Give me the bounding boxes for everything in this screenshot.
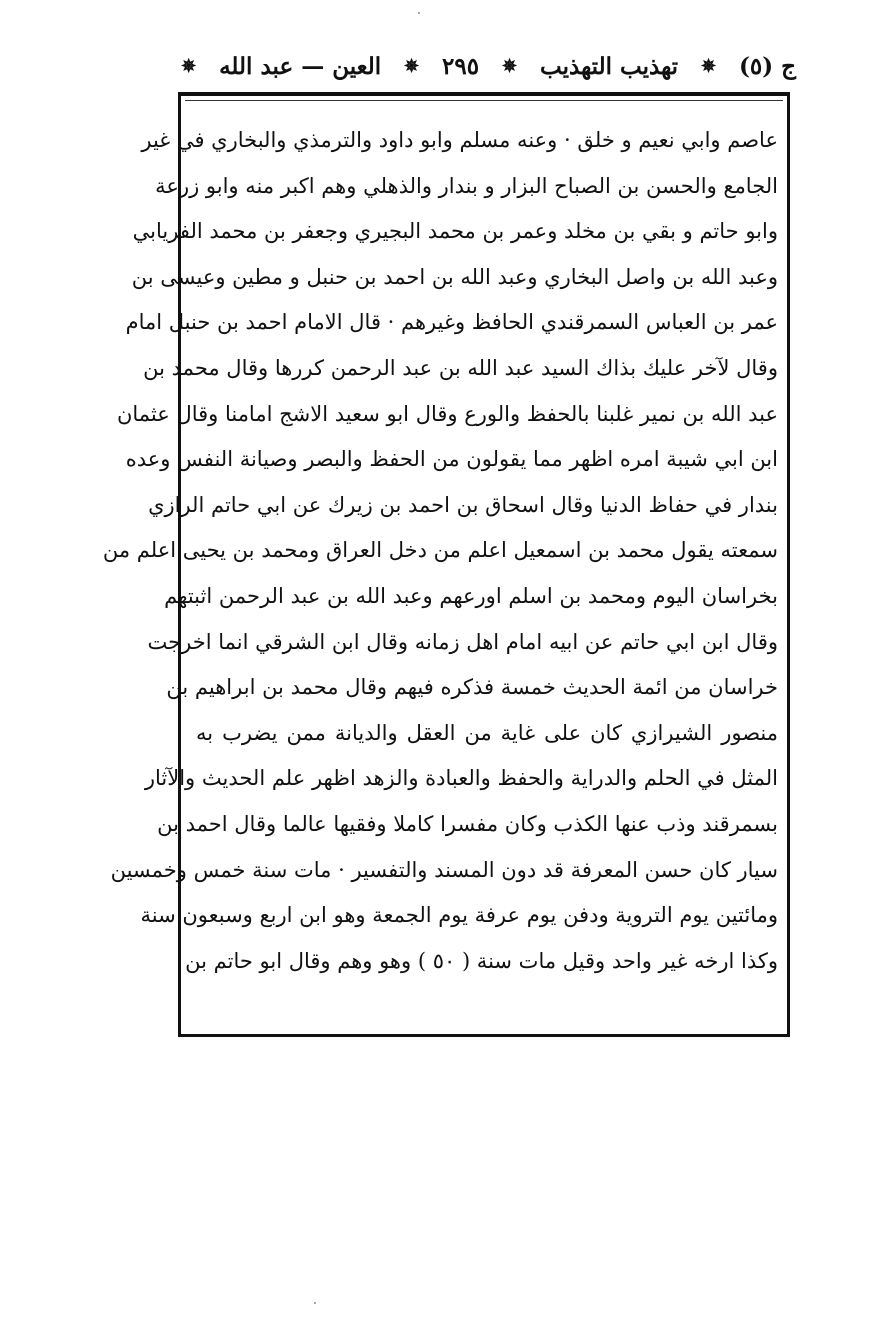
text-line: عبد الله بن نمير غلبنا بالحفظ والورع وقال ابو سعيد الاشج امامنا وقال عثمان — [116, 401, 778, 426]
book-title: تهذيب التهذيب — [540, 52, 679, 80]
volume-label: ج (٥) — [739, 52, 796, 80]
ornament-icon: ✵ — [404, 55, 420, 77]
section-title: العين — عبد الله — [219, 52, 382, 80]
text-line: وابو حاتم و بقي بن مخلد وعمر بن محمد البجيري وجعفر بن محمد الفريابي — [132, 219, 778, 244]
text-line: وقال ابن ابي حاتم عن ابيه امام اهل زمانه وقال ابن الشرقي انما اخرجت — [147, 629, 778, 654]
text-line: عاصم وابي نعيم و خلق · وعنه مسلم وابو داود والترمذي والبخاري في غير — [141, 128, 778, 152]
text-line: بخراسان اليوم ومحمد بن اسلم اورعهم وعبد الله بن عبد الرحمن اثبتهم — [164, 583, 778, 608]
ornament-icon: ✵ — [181, 55, 197, 77]
running-header — [178, 44, 796, 88]
scan-speck — [418, 12, 420, 14]
text-line: سيار كان حسن المعرفة قد دون المسند والتفسير · مات سنة خمس وخمسين — [110, 857, 778, 882]
page-number: ٢٩٥ — [442, 52, 480, 80]
text-line: سمعته يقول محمد بن اسمعيل اعلم من دخل العراق ومحمد بن يحيى اعلم من — [102, 538, 778, 563]
text-line: وعبد الله بن واصل البخاري وعبد الله بن احمد بن حنبل و مطين وعيسى بن — [131, 264, 778, 289]
text-line: بسمرقند وذب عنها الكذب وكان مفسرا كاملا وفقيها عالما وقال احمد بن — [157, 811, 778, 836]
text-line: الجامع والحسن بن الصباح البزار و بندار والذهلي وهم اكبر منه وابو زرعة — [155, 173, 778, 198]
text-line: خراسان من ائمة الحديث خمسة فذكره فيهم وقال محمد بن ابراهيم بن — [166, 675, 778, 700]
text-line: ابن ابي شيبة امره اظهر مما يقولون من الحفظ والبصر وصيانة النفس وعده — [125, 447, 778, 472]
ornament-icon: ✵ — [701, 55, 717, 77]
text-line: منصور الشيرازي كان على غاية من العقل والديانة ممن يضرب به — [196, 720, 778, 745]
text-line: ومائتين يوم التروية ودفن يوم عرفة يوم الجمعة وهو ابن اربع وسبعون سنة — [140, 903, 778, 928]
text-line: عمر بن العباس السمرقندي الحافظ وغيرهم · قال الامام احمد بن حنبل امام — [125, 310, 778, 335]
body-text — [102, 118, 778, 984]
ornament-icon: ✵ — [502, 55, 518, 77]
text-line: وكذا ارخه غير واحد وقيل مات سنة ( ٥٠ ) وهو وهم وقال ابو حاتم بن — [185, 948, 778, 973]
text-line: بندار في حفاظ الدنيا وقال اسحاق بن احمد بن زيرك عن ابي حاتم الرازي — [148, 492, 778, 517]
text-line: وقال لآخر عليك بذاك السيد عبد الله بن عبد الرحمن كررها وقال محمد بن — [143, 355, 778, 380]
text-line: المثل في الحلم والدراية والحفظ والعبادة والزهد اظهر علم الحديث والآثار — [144, 766, 778, 791]
scan-speck — [314, 1302, 316, 1304]
